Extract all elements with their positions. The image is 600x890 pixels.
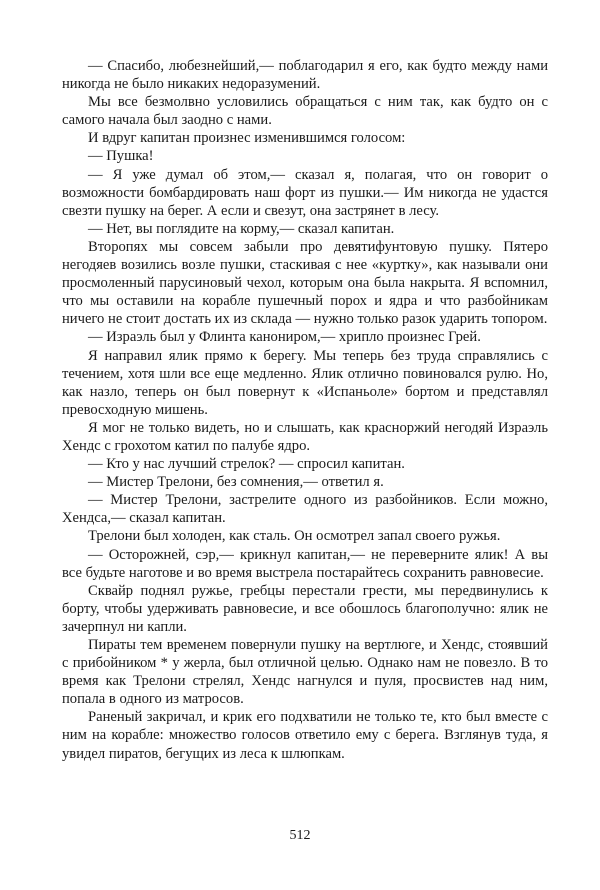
paragraph: Трелони был холоден, как сталь. Он осмотрел запал своего ружья. [88,528,501,545]
page-number: 512 [289,828,311,843]
paragraph: — Мистер Трелони, застрелите одного из разбойников. Если можно, Хендса,— сказал капитан. [62,492,548,527]
paragraph: — Спасибо, любезнейший,— поблагодарил я его, как будто между нами никогда не было никаких недоразумений. [62,58,548,93]
paragraph: И вдруг капитан произнес изменившимся голосом: [88,130,406,147]
paragraph: — Пушка! [88,148,154,165]
paragraph: Раненый закричал, и крик его подхватили не только те, кто был вместе с ним на корабле: множество голосов ответило ему с берега. Взглянув туда, я увидел пиратов, бегущих из леса к шлюпкам. [62,709,548,762]
paragraph: Второпях мы совсем забыли про девятифунтовую пушку. Пятеро негодяев возились возле пушки, стаскивая с нее «куртку», как называли они просмоленный парусиновый чехол, которым она была накрыта. Я вспомнил, что мы оставили на корабле пушечный порох и ядра и что разбойникам ничего не стоит достать их из склада — нужно только разок ударить топором. [62,238,548,328]
paragraph: Сквайр поднял ружье, гребцы перестали грести, мы передвинулись к борту, чтобы удерживать равновесие, и все обошлось благополучно: ялик не зачерпнул ни капли. [62,582,548,635]
page-text [62,57,548,763]
paragraph: Я мог не только видеть, но и слышать, как красноржий негодяй Израэль Хендс с грохотом катил по палубе ядро. [62,419,548,454]
paragraph: — Кто у нас лучший стрелок? — спросил капитан. [88,456,405,473]
paragraph: — Мистер Трелони, без сомнения,— ответил я. [88,474,384,491]
paragraph: — Я уже думал об этом,— сказал я, полагая, что он говорит о возможности бомбардировать наш форт из пушки.— Им никогда не удастся свезти пушку на берег. А если и свезут, она застрянет в лесу. [62,166,548,219]
paragraph: Я направил ялик прямо к берегу. Мы теперь без труда справлялись с течением, хотя шли все еще медленно. Ялик отлично повиновался рулю. Но, как назло, теперь он был повернут к «Испаньоле» бортом и представлял превосходную мишень. [62,347,548,418]
paragraph: Мы все безмолвно условились обращаться с ним так, как будто он с самого начала был заодно с нами. [62,94,548,129]
paragraph: Пираты тем временем повернули пушку на вертлюге, и Хендс, стоявший с прибойником * у жерла, был отличной целью. Однако нам не повезло. В то время как Трелони стрелял, Хендс нагнулся и пуля, просвистев над ним, попала в одного из матросов. [62,637,548,708]
paragraph: — Израэль был у Флинта канониром,— хрипло произнес Грей. [88,329,481,346]
paragraph: — Нет, вы поглядите на корму,— сказал капитан. [88,220,395,237]
paragraph: — Осторожней, сэр,— крикнул капитан,— не переверните ялик! А вы все будьте наготове и во время выстрела постарайтесь сохранить равновесие. [62,546,548,581]
